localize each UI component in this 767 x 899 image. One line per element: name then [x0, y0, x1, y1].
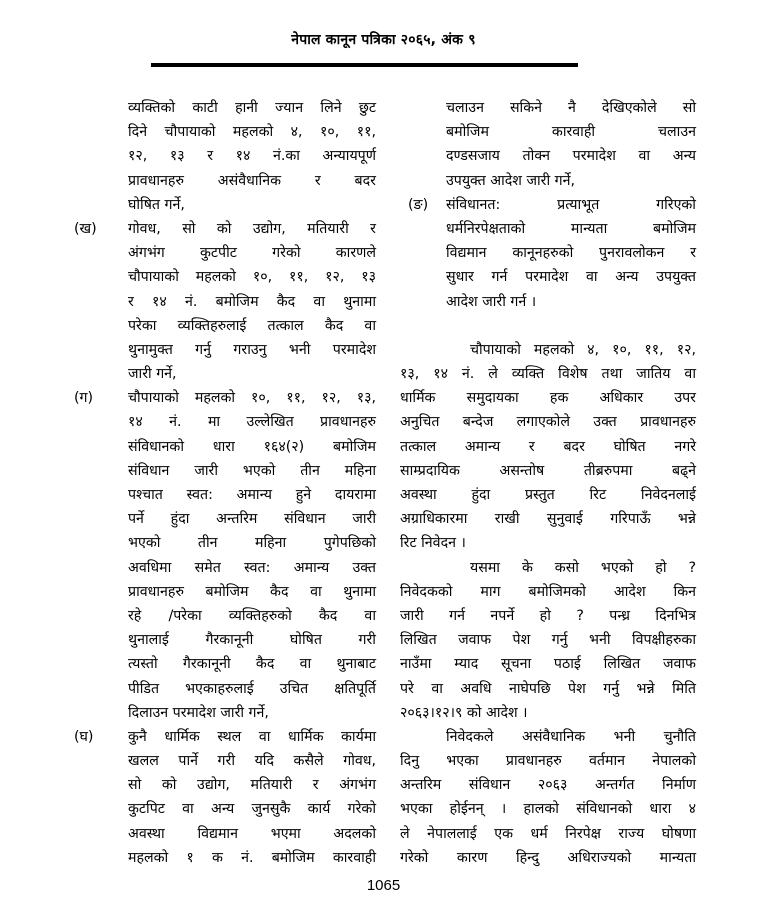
text-line: भएका होईनन् । हालको संविधानको धारा ४ — [400, 801, 696, 818]
page-header: नेपाल कानून पत्रिका २०६५, अंक ९ — [291, 32, 476, 48]
text-line: र १४ नं. बमोजिम कैद वा थुनामा — [128, 293, 376, 310]
text-line: अवधिमा समेत स्वत: अमान्य उक्त — [128, 559, 376, 576]
text-line: कुटपिट वा अन्य जुनसुकै कार्य गरेको — [128, 801, 376, 818]
text-line: खलल पार्ने गरी यदि कसैले गोवध, — [128, 753, 376, 770]
text-line: जारी गर्ने, — [128, 366, 177, 383]
right-column — [400, 96, 696, 870]
list-item-kha — [74, 217, 376, 386]
list-item-gha — [74, 725, 376, 870]
text-line: चौपायाको महलको ४, १०, ११, १२, — [470, 341, 696, 358]
text-line: संविधानत: प्रत्याभूत गरिएको — [446, 196, 696, 213]
text-line: यसमा के कसो भएको हो ? — [470, 559, 696, 576]
paragraph-1 — [400, 338, 696, 556]
text-line: अन्तरिम संविधान २०६३ अन्तर्गत निर्माण — [400, 777, 696, 794]
item-marker: (ङ) — [408, 196, 429, 213]
text-line: दण्डसजाय तोक्न परमादेश वा अन्य — [446, 148, 696, 165]
left-column — [74, 96, 376, 870]
header-rule — [151, 63, 578, 67]
text-line: भएको तीन महिना पुगेपछिको — [128, 535, 376, 552]
item-marker: (ग) — [74, 390, 94, 407]
text-line: ले नेपाललाई एक धर्म निरपेक्ष राज्य घोषणा — [400, 825, 696, 842]
text-line: रहे /परेका व्यक्तिहरुको कैद वा — [128, 607, 376, 624]
text-line: चौपायाको महलको १०, ११, १२, १३ — [128, 269, 376, 286]
text-line: त्यस्तो गैरकानूनी कैद वा थुनाबाट — [128, 656, 376, 673]
text-line: आदेश जारी गर्न । — [446, 293, 537, 310]
text-line: अवस्था विद्यमान भएमा अदलको — [128, 825, 376, 842]
text-line: उपयुक्त आदेश जारी गर्ने, — [446, 172, 576, 189]
text-line: निवेदकले असंवैधानिक भनी चुनौति — [446, 728, 696, 745]
text-line: अंगभंग कुटपीट गरेको कारणले — [128, 245, 376, 262]
text-line: पश्चात स्वत: अमान्य हुने दायरामा — [128, 487, 376, 503]
paragraph-2 — [400, 556, 696, 725]
text-line: धार्मिक समुदायका हक अधिकार उपर — [400, 390, 696, 407]
text-line: २०६३।१२।९ को आदेश । — [400, 704, 528, 721]
page-number: 1065 — [366, 877, 401, 894]
text-line: चौपायाको महलको १०, ११, १२, १३, — [128, 390, 376, 407]
text-line: व्यक्तिको काटी हानी ज्यान लिने छुट — [128, 100, 376, 116]
text-line: बमोजिम कारवाही चलाउन — [446, 124, 696, 141]
text-line: चलाउन सकिने नै देखिएकोले सो — [446, 100, 696, 116]
text-line: निवेदकको माग बमोजिमको आदेश किन — [400, 583, 696, 600]
text-line: सो को उद्योग, मतियारी र अंगभंग — [128, 777, 376, 794]
text-line: थुनामुक्त गर्नु गराउनु भनी परमादेश — [128, 341, 376, 358]
right-continuation — [400, 96, 696, 193]
text-line: तत्काल अमान्य र बदर घोषित नगरे — [400, 438, 696, 455]
text-line: पीडित भएकाहरुलाई उचित क्षतिपूर्ति — [128, 680, 376, 697]
list-item-ga — [74, 386, 376, 725]
item-marker: (घ) — [74, 728, 94, 745]
text-line: नाउँमा म्याद सूचना पठाई लिखित जवाफ — [400, 656, 696, 673]
text-line: कुनै धार्मिक स्थल वा धार्मिक कार्यमा — [128, 728, 376, 745]
text-line: विद्यमान कानूनहरुको पुनरावलोकन र — [446, 245, 696, 262]
text-line: प्रावधानहरु असंवैधानिक र बदर — [128, 172, 376, 189]
text-line: सुधार गर्न परमादेश वा अन्य उपयुक्त — [446, 269, 696, 286]
paragraph-gap — [400, 314, 696, 338]
left-continuation — [74, 96, 376, 217]
text-line: अनुचित बन्देज लगाएकोले उक्त प्रावधानहरु — [400, 414, 696, 431]
text-line: गोवध, सो को उद्योग, मतियारी र — [128, 220, 376, 237]
text-line: गरेको कारण हिन्दु अधिराज्यको मान्यता — [400, 849, 696, 866]
text-line: लिखित जवाफ पेश गर्नु भनी विपक्षीहरुका — [400, 632, 696, 649]
text-line: प्रावधानहरु बमोजिम कैद वा थुनामा — [128, 583, 376, 600]
text-line: परेका व्यक्तिहरुलाई तत्काल कैद वा — [128, 317, 376, 334]
text-line: १४ नं. मा उल्लेखित प्रावधानहरु — [128, 414, 376, 431]
text-line: पर्ने हुंदा अन्तरिम संविधान जारी — [128, 511, 376, 528]
paragraph-3 — [400, 725, 696, 870]
list-item-nga — [400, 193, 696, 314]
text-line: थुनालाई गैरकानूनी घोषित गरी — [128, 632, 376, 649]
text-line: १३, १४ नं. ले व्यक्ति विशेष तथा जातिय वा — [400, 366, 696, 383]
text-line: दिने चौपायाको महलको ४, १०, ११, — [128, 124, 376, 141]
text-line: महलको १ क नं. बमोजिम कारवाही — [128, 849, 376, 866]
item-marker: (ख) — [74, 220, 97, 237]
text-line: घोषित गर्ने, — [128, 196, 185, 213]
text-line: रिट निवेदन । — [400, 535, 466, 552]
text-line: अग्राधिकारमा राखी सुनुवाई गरिपाऊँ भन्ने — [400, 511, 696, 528]
text-line: संविधानको धारा १६४(२) बमोजिम — [128, 438, 376, 455]
text-line: धर्मनिरपेक्षताको मान्यता बमोजिम — [446, 220, 696, 237]
text-line: दिलाउन परमादेश जारी गर्ने, — [128, 704, 269, 721]
text-line: परे वा अवधि नाघेपछि पेश गर्नु भन्ने मिति — [400, 680, 696, 697]
text-line: १२, १३ र १४ नं.का अन्यायपूर्ण — [128, 148, 376, 165]
text-line: दिनु भएका प्रावधानहरु वर्तमान नेपालको — [400, 753, 696, 770]
text-line: संविधान जारी भएको तीन महिना — [128, 462, 376, 479]
text-line: अवस्था हुंदा प्रस्तुत रिट निवेदनलाई — [400, 487, 696, 503]
text-line: साम्प्रदायिक असन्तोष तीब्ररुपमा बढ्ने — [400, 462, 696, 479]
text-line: जारी गर्न नपर्ने हो ? पन्ध्र दिनभित्र — [400, 607, 696, 624]
